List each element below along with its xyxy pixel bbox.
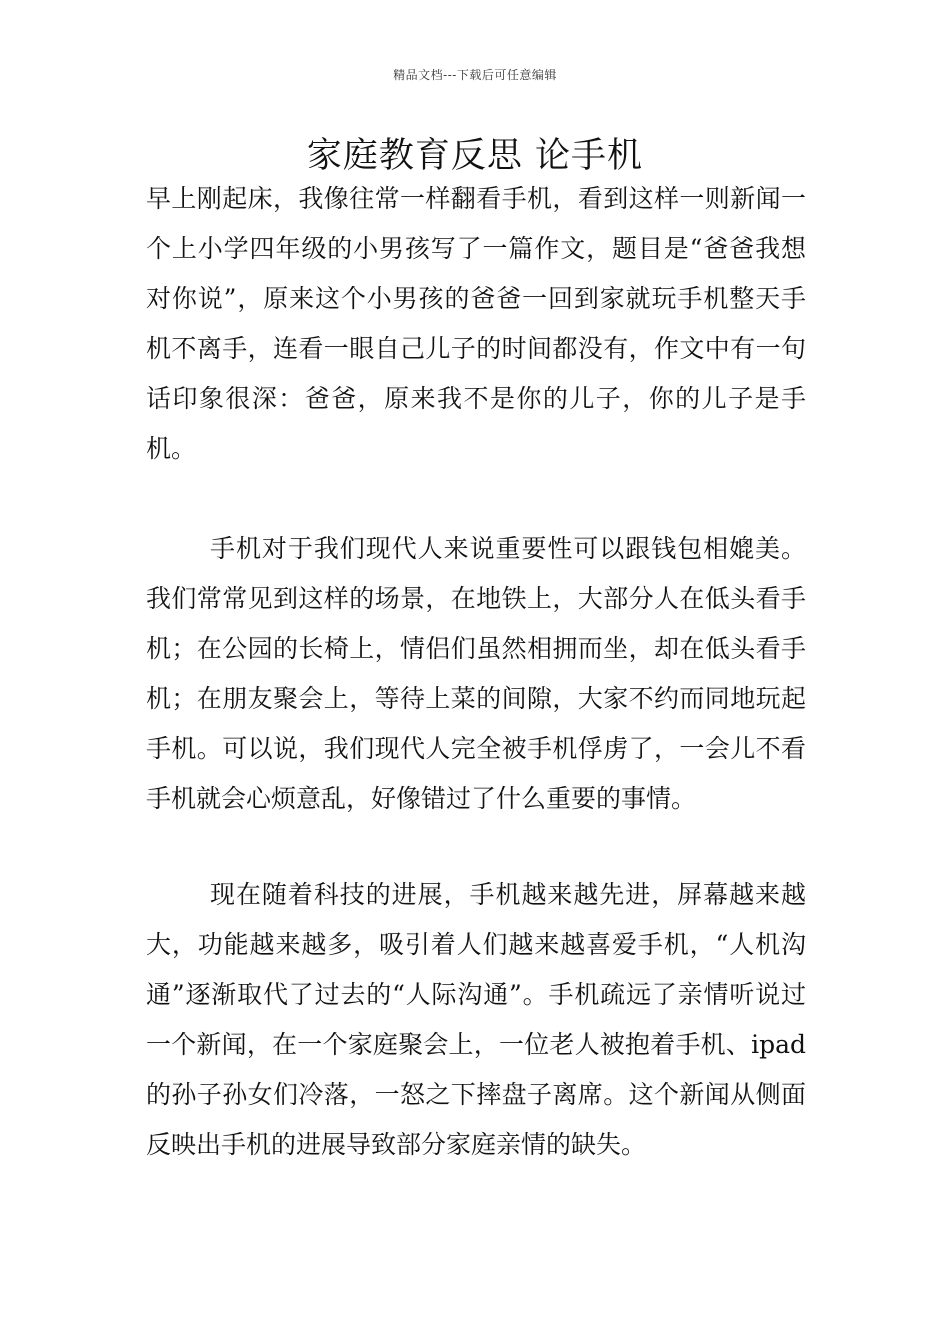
- paragraph-1: [146, 174, 806, 474]
- paragraph-2: [146, 524, 806, 824]
- paragraph-text: 早上刚起床，我像往常一样翻看手机，看到这样一则新闻一个上小学四年级的小男孩写了一篇作文，题目是“爸爸我想对你说”，原来这个小男孩的爸爸一回到家就玩手机整天手机不离手，连看一眼自己儿子的时间都没有，作文中有一句话印象很深：爸爸，原来我不是你的儿子，你的儿子是手机。: [146, 184, 806, 463]
- paragraph-text: 现在随着科技的进展，手机越来越先进，屏幕越来越大，功能越来越多，吸引着人们越来越喜爱手机，“人机沟通”逐渐取代了过去的“人际沟通”。手机疏远了亲情听说过一个新闻，在一个家庭聚会上，一位老人被抱着手机、ipad的孙子孙女们冷落，一怒之下摔盘子离席。这个新闻从侧面反映出手机的进展导致部分家庭亲情的缺失。: [146, 880, 806, 1159]
- paragraph-text: 手机对于我们现代人来说重要性可以跟钱包相媲美。我们常常见到这样的场景，在地铁上，大部分人在低头看手机；在公园的长椅上，情侣们虽然相拥而坐，却在低头看手机；在朋友聚会上，等待上菜的间隙，大家不约而同地玩起手机。可以说，我们现代人完全被手机俘虏了，一会儿不看手机就会心烦意乱，好像错过了什么重要的事情。: [146, 534, 806, 813]
- document-title: 家庭教育反思 论手机: [306, 136, 644, 176]
- page-header: 精品文档---下载后可任意编辑: [393, 68, 557, 82]
- paragraph-3: [146, 870, 806, 1170]
